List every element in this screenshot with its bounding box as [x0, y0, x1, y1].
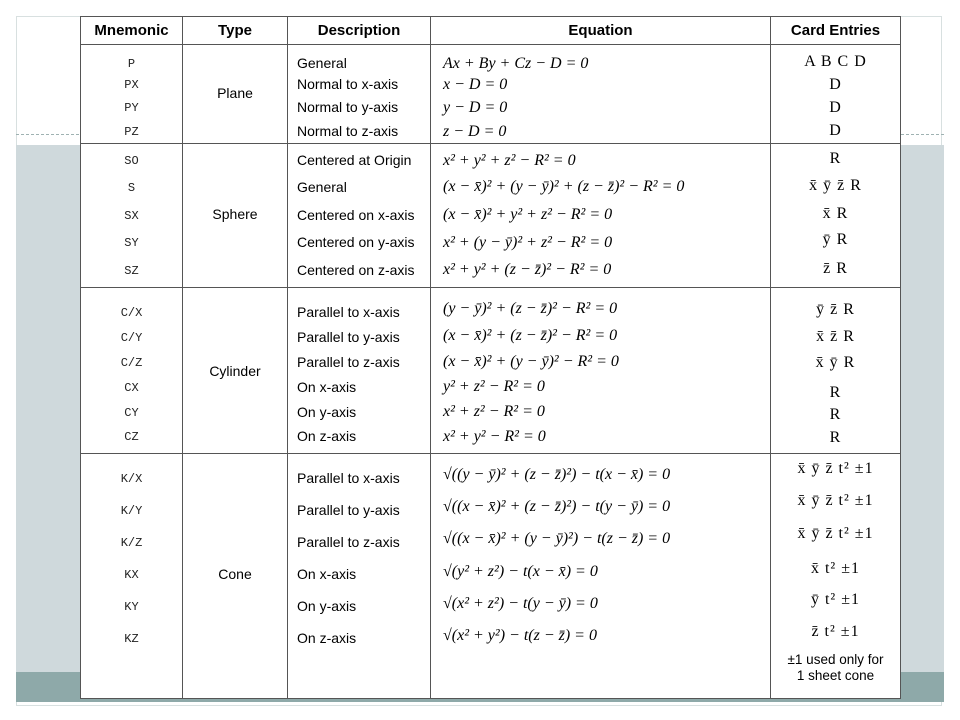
table-header-row	[81, 17, 901, 45]
mnemonic-cell	[81, 45, 183, 144]
card-entries: D	[829, 122, 842, 139]
card-entries: ȳ z̄ R	[816, 301, 855, 318]
card-entries: D	[829, 76, 842, 93]
card-entries: D	[829, 99, 842, 116]
equation: y − D = 0	[443, 99, 508, 116]
equation: z − D = 0	[443, 123, 507, 140]
card-entries: x̄ ȳ R	[815, 354, 856, 371]
equation-cell	[431, 454, 771, 699]
equation: (x − x̄)² + y² + z² − R² = 0	[443, 206, 613, 223]
description: On y-axis	[297, 598, 357, 614]
description: Parallel to y-axis	[297, 502, 400, 518]
mnemonic: CX	[124, 381, 139, 395]
header-equation: Equation	[431, 17, 771, 45]
mnemonic: P	[127, 57, 136, 71]
type-cell	[183, 454, 288, 699]
description: Normal to z-axis	[297, 123, 399, 139]
equation: (x − x̄)² + (y − ȳ)² + (z − z̄)² − R² = 0	[443, 178, 685, 195]
table-row	[81, 288, 901, 454]
description: Parallel to z-axis	[297, 534, 400, 550]
card-entries: x̄ ȳ z̄ t² ±1	[797, 525, 874, 542]
surface-type: Sphere	[212, 206, 258, 222]
card-entries-cell	[771, 454, 901, 699]
header-card-entries: Card Entries	[771, 17, 901, 45]
header-mnemonic: Mnemonic	[81, 17, 183, 45]
card-entries: ȳ R	[822, 231, 849, 248]
mnemonic: CY	[124, 406, 139, 420]
card-entries: x̄ ȳ z̄ t² ±1	[797, 460, 874, 477]
description: Centered at Origin	[297, 152, 412, 168]
description-cell	[288, 288, 431, 454]
mnemonic: PX	[124, 78, 139, 92]
equation: x² + (y − ȳ)² + z² − R² = 0	[443, 234, 613, 251]
mnemonic: K/X	[120, 472, 143, 486]
equation: √((x − x̄)² + (y − ȳ)²) − t(z − z̄) = 0	[443, 530, 671, 547]
description: On z-axis	[297, 428, 357, 444]
description-cell	[288, 45, 431, 144]
equation: √((y − ȳ)² + (z − z̄)²) − t(x − x̄) = 0	[443, 466, 671, 483]
mnemonic: SX	[124, 209, 139, 223]
card-entries: x̄ z̄ R	[816, 328, 855, 345]
type-cell	[183, 144, 288, 288]
equation-cell	[431, 288, 771, 454]
mnemonic-cell	[81, 288, 183, 454]
mnemonic: KY	[124, 600, 139, 614]
equation: x² + y² + z² − R² = 0	[443, 152, 576, 169]
description: Parallel to x-axis	[297, 470, 400, 486]
equation: (y − ȳ)² + (z − z̄)² − R² = 0	[443, 300, 618, 317]
card-entries: x̄ t² ±1	[810, 560, 861, 577]
description-cell	[288, 454, 431, 699]
header-description: Description	[288, 17, 431, 45]
equation-cell	[431, 45, 771, 144]
card-entries: x̄ ȳ z̄ R	[809, 177, 862, 194]
equation: √(x² + z²) − t(y − ȳ) = 0	[443, 595, 598, 612]
equation: x² + z² − R² = 0	[443, 403, 545, 420]
description: On y-axis	[297, 404, 357, 420]
equation: x − D = 0	[443, 76, 508, 93]
description: Parallel to z-axis	[297, 354, 400, 370]
card-entries-cell	[771, 288, 901, 454]
description: Centered on y-axis	[297, 234, 415, 250]
mnemonic: KX	[124, 568, 139, 582]
card-entries: A B C D	[804, 53, 867, 70]
type-cell	[183, 45, 288, 144]
header-type: Type	[183, 17, 288, 45]
description: Centered on x-axis	[297, 207, 415, 223]
equation: √(y² + z²) − t(x − x̄) = 0	[443, 563, 598, 580]
table-row	[81, 454, 901, 699]
equation: (x − x̄)² + (z − z̄)² − R² = 0	[443, 327, 618, 344]
mnemonic-cell	[81, 144, 183, 288]
mnemonic: SZ	[124, 264, 139, 278]
card-entries: ȳ t² ±1	[810, 591, 861, 608]
surface-type: Cone	[218, 566, 252, 582]
mnemonic-cell	[81, 454, 183, 699]
mnemonic: PZ	[124, 125, 139, 139]
description: On x-axis	[297, 566, 357, 582]
card-entries: z̄ R	[823, 260, 848, 277]
equation: x² + y² + (z − z̄)² − R² = 0	[443, 261, 612, 278]
table-row	[81, 144, 901, 288]
mnemonic: K/Y	[120, 504, 143, 518]
mnemonic: C/X	[120, 306, 143, 320]
description: On z-axis	[297, 630, 357, 646]
equation: x² + y² − R² = 0	[443, 428, 546, 445]
description: Parallel to y-axis	[297, 329, 400, 345]
description: Normal to x-axis	[297, 76, 399, 92]
card-entries: R	[829, 429, 842, 446]
description: On x-axis	[297, 379, 357, 395]
mnemonic: C/Z	[120, 356, 143, 370]
card-entries: z̄ t² ±1	[811, 623, 860, 640]
mnemonic: SY	[124, 236, 139, 250]
surface-type: Plane	[217, 85, 253, 101]
mnemonic: CZ	[124, 430, 139, 444]
mnemonic: C/Y	[120, 331, 143, 345]
mnemonic: K/Z	[120, 536, 143, 550]
card-entries: x̄ R	[822, 205, 849, 222]
card-entries-cell	[771, 45, 901, 144]
mnemonic: PY	[124, 101, 139, 115]
table-row	[81, 45, 901, 144]
card-entries: R	[829, 384, 842, 401]
mnemonic: SO	[124, 154, 139, 168]
equation: y² + z² − R² = 0	[443, 378, 545, 395]
description: Centered on z-axis	[297, 262, 415, 278]
equation: √((x − x̄)² + (z − z̄)²) − t(y − ȳ) = 0	[443, 498, 671, 515]
equation: Ax + By + Cz − D = 0	[443, 55, 589, 72]
equation: √(x² + y²) − t(z − z̄) = 0	[443, 627, 597, 644]
description: Normal to y-axis	[297, 99, 399, 115]
mnemonic: S	[127, 181, 136, 195]
equation-cell	[431, 144, 771, 288]
equation: (x − x̄)² + (y − ȳ)² − R² = 0	[443, 353, 619, 370]
card-entries-cell	[771, 144, 901, 288]
cone-note: ±1 used only for 1 sheet cone	[787, 652, 884, 683]
card-entries: R	[829, 150, 842, 167]
type-cell	[183, 288, 288, 454]
card-entries: R	[829, 406, 842, 423]
description: General	[297, 55, 347, 71]
surface-types-table	[80, 16, 901, 699]
mnemonic: KZ	[124, 632, 139, 646]
surface-type: Cylinder	[209, 363, 261, 379]
description: Parallel to x-axis	[297, 304, 400, 320]
card-entries: x̄ ȳ z̄ t² ±1	[797, 492, 874, 509]
description: General	[297, 179, 347, 195]
description-cell	[288, 144, 431, 288]
